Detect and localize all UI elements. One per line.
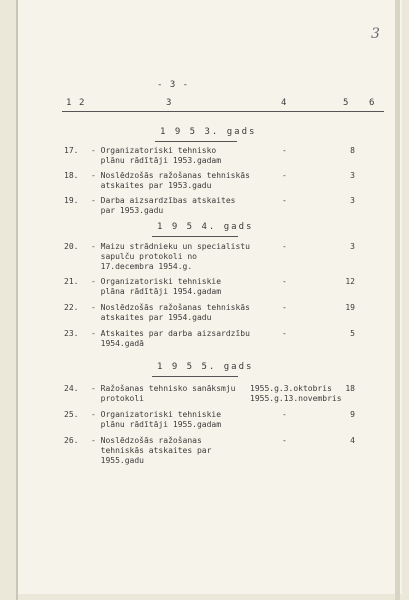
entry-text: - Maizu strādnieku un specialistu sapulču protokoli no 17.decembra 1954.g. <box>91 242 250 271</box>
entry-number: 19. <box>64 196 79 205</box>
header-rule <box>62 111 384 112</box>
entry-text: - Noslēdzošās ražošanas tehniskās atskaites par 1954.gadu <box>91 303 250 322</box>
entry-number: 23. <box>64 329 79 338</box>
entry-number: 18. <box>64 171 79 180</box>
page-edge <box>395 0 400 600</box>
entry-col5: 19 <box>345 303 355 312</box>
entry-col5: 3 <box>350 196 355 205</box>
entry-number: 22. <box>64 303 79 312</box>
entry-col4: - <box>282 242 287 251</box>
typed-page-mark: - 3 - <box>157 80 190 90</box>
column-header-3: 3 <box>166 98 172 108</box>
entry-number: 20. <box>64 242 79 251</box>
page-fold <box>16 0 18 600</box>
entry-text: - Organizatoriski tehnisko plānu rādītāji 1953.gadam <box>91 146 222 165</box>
entry-number: 26. <box>64 436 79 445</box>
entry-col5: 3 <box>350 242 355 251</box>
entry-col4: 1955.g.3.oktobris 1955.g.13.novembris <box>250 384 342 403</box>
entry-text: - Organizatoriski tehniskie plānu rādītāji 1955.gadam <box>91 410 222 429</box>
year-underline <box>155 141 237 142</box>
entry-text: - Noslēdzošās ražošanas tehniskās atskaites par 1953.gadu <box>91 171 250 190</box>
entry-col4: - <box>282 436 287 445</box>
entry-number: 25. <box>64 410 79 419</box>
column-header-4: 4 <box>281 98 287 108</box>
entry-col4: - <box>282 171 287 180</box>
entry-col5: 4 <box>350 436 355 445</box>
entry-text: - Organizatoriski tehniskie plāna rādītāji 1954.gadam <box>91 277 222 296</box>
entry-col5: 12 <box>345 277 355 286</box>
year-underline <box>152 376 238 377</box>
entry-col4: - <box>282 410 287 419</box>
year-heading-1955: 1 9 5 5. gads <box>157 362 254 372</box>
entry-text: - Atskaites par darba aizsardzību 1954.gadā <box>91 329 250 348</box>
entry-number: 21. <box>64 277 79 286</box>
column-header-6: 6 <box>369 98 375 108</box>
entry-col5: 18 <box>345 384 355 393</box>
entry-col5: 8 <box>350 146 355 155</box>
handwritten-page-number: 3 <box>371 26 380 42</box>
entry-col4: - <box>282 329 287 338</box>
entry-col4: - <box>282 277 287 286</box>
entry-col5: 9 <box>350 410 355 419</box>
entry-col5: 5 <box>350 329 355 338</box>
entry-col5: 3 <box>350 171 355 180</box>
entry-col4: - <box>282 196 287 205</box>
year-underline <box>152 236 238 237</box>
column-header-1: 1 <box>66 98 72 108</box>
entry-col4: - <box>282 146 287 155</box>
entry-number: 24. <box>64 384 79 393</box>
year-heading-1953: 1 9 5 3. gads <box>160 127 257 137</box>
entry-number: 17. <box>64 146 79 155</box>
entry-col4: - <box>282 303 287 312</box>
entry-text: - Darba aizsardzības atskaites par 1953.gadu <box>91 196 236 215</box>
entry-text: - Noslēdzošās ražošanas tehniskās atskaites par 1955.gadu <box>91 436 212 465</box>
column-header-5: 5 <box>343 98 349 108</box>
column-header-2: 2 <box>79 98 85 108</box>
year-heading-1954: 1 9 5 4. gads <box>157 222 254 232</box>
document-page <box>18 0 402 594</box>
entry-text: - Ražošanas tehnisko sanāksmju protokoli <box>91 384 236 403</box>
